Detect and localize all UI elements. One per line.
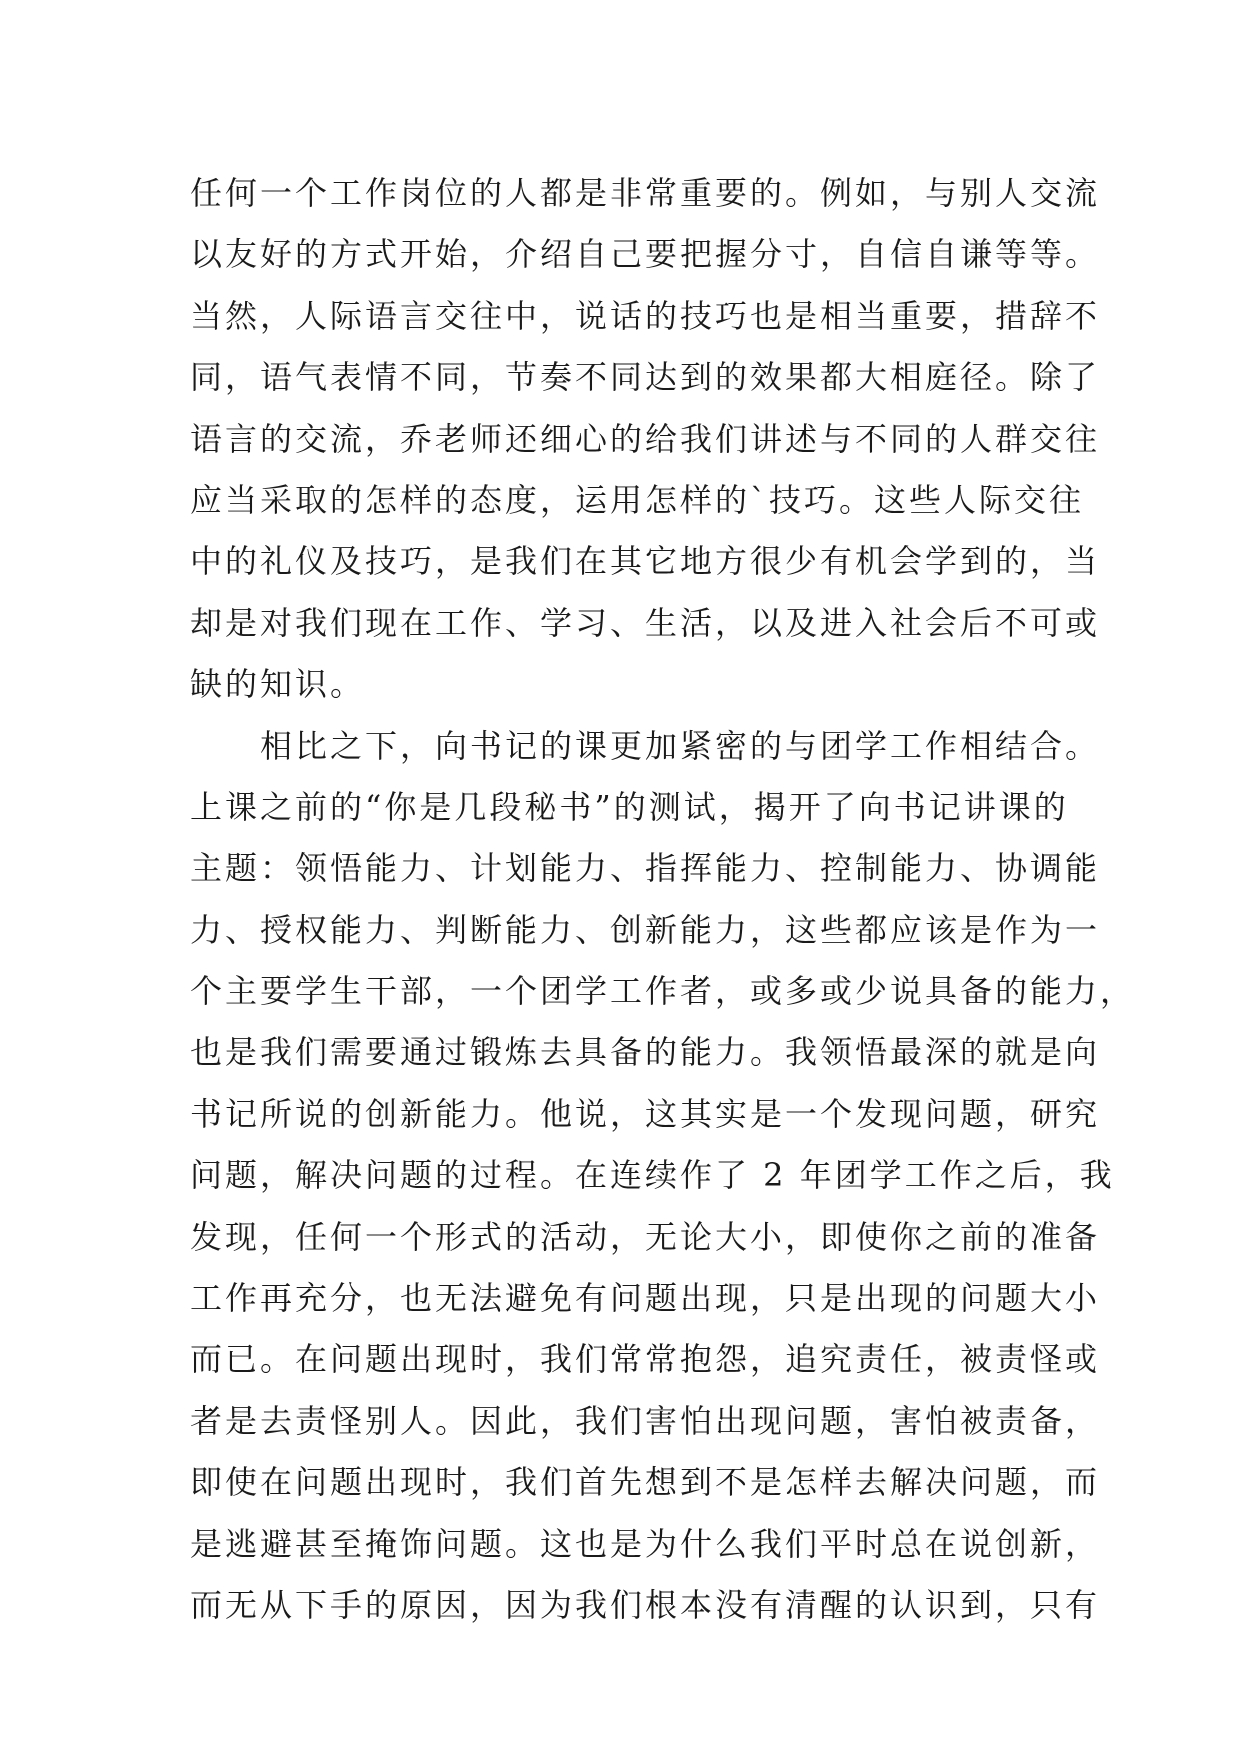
text-line: 应当采取的怎样的态度，运用怎样的`技巧。这些人际交往: [190, 480, 1085, 519]
text-line: 者是去责怪别人。因此，我们害怕出现问题，害怕被责备，: [190, 1401, 1101, 1440]
text-line: 任何一个工作岗位的人都是非常重要的。例如，与别人交流: [190, 174, 1101, 212]
text-line: 个主要学生干部，一个团学工作者，或多或少说具备的能力，: [190, 972, 1136, 1011]
text-line: 主题：领悟能力、计划能力、指挥能力、控制能力、协调能: [190, 849, 1101, 888]
text-line: 力、授权能力、判断能力、创新能力，这些都应该是作为一: [190, 910, 1101, 949]
text-line: 工作再充分，也无法避免有问题出现，只是出现的问题大小: [190, 1279, 1101, 1318]
text-line: 而无从下手的原因，因为我们根本没有清醒的认识到，只有: [190, 1585, 1101, 1624]
text-line: 同，语气表情不同，节奏不同达到的效果都大相庭径。除了: [190, 358, 1101, 397]
text-line: 中的礼仪及技巧，是我们在其它地方很少有机会学到的，当: [190, 542, 1101, 581]
text-line: 语言的交流，乔老师还细心的给我们讲述与不同的人群交往: [190, 419, 1101, 458]
body-text: [190, 163, 1136, 1636]
text-line: 上课之前的“你是几段秘书”的测试，揭开了向书记讲课的: [190, 787, 1069, 826]
text-line: 即使在问题出现时，我们首先想到不是怎样去解决问题，而: [190, 1463, 1101, 1502]
text-line: 以友好的方式开始，介绍自己要把握分寸，自信自谦等等。: [190, 235, 1101, 274]
text-line: 而已。在问题出现时，我们常常抱怨，追究责任，被责怪或: [190, 1340, 1101, 1379]
text-line: 书记所说的创新能力。他说，这其实是一个发现问题，研究: [190, 1094, 1101, 1133]
text-line: 也是我们需要通过锻炼去具备的能力。我领悟最深的就是向: [190, 1033, 1101, 1072]
text-line: 当然，人际语言交往中，说话的技巧也是相当重要，措辞不: [190, 296, 1101, 335]
text-line: 却是对我们现在工作、学习、生活，以及进入社会后不可或: [190, 603, 1101, 642]
paragraph-start-line: 相比之下，向书记的课更加紧密的与团学工作相结合。: [190, 726, 1101, 765]
text-line: 缺的知识。: [190, 665, 366, 704]
text-line: 问题，解决问题的过程。在连续作了 2 年团学工作之后，我: [190, 1156, 1115, 1195]
text-line: 发现，任何一个形式的活动，无论大小，即使你之前的准备: [190, 1217, 1101, 1256]
text-line: 是逃避甚至掩饰问题。这也是为什么我们平时总在说创新，: [190, 1524, 1101, 1563]
